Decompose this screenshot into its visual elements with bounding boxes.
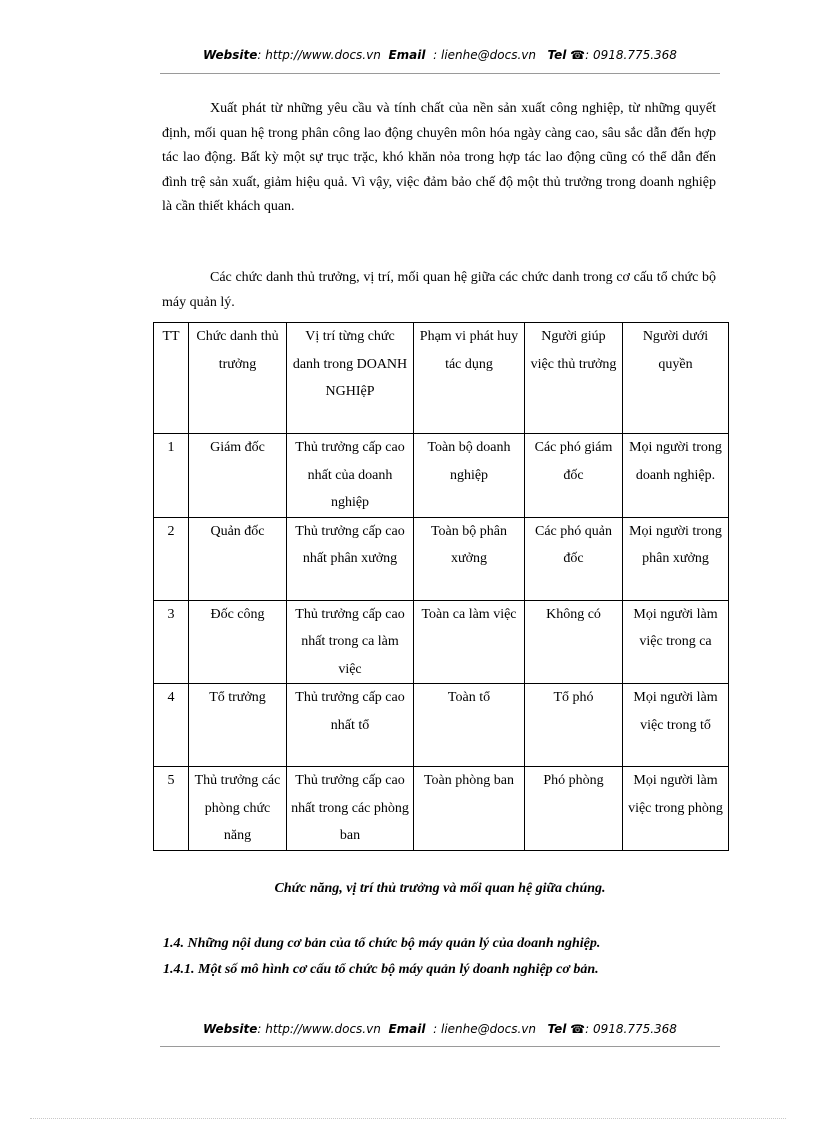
table-cell: 5 (154, 767, 189, 851)
page-header (160, 48, 720, 62)
table-cell: Thủ trưởng cấp cao nhất trong các phòng ban (287, 767, 414, 851)
table-cell: 4 (154, 684, 189, 767)
email-value: : lienhe@docs.vn (433, 48, 536, 62)
table-cell: 2 (154, 517, 189, 600)
table-intro-paragraph: Các chức danh thủ trưởng, vị trí, mối quan hệ giữa các chức danh trong cơ cấu tổ chức bộ máy quản lý. (162, 270, 716, 310)
table-cell: Thủ trưởng cấp cao nhất của doanh nghiệp (287, 434, 414, 518)
table-cell: Mọi người trong doanh nghiệp. (623, 434, 729, 518)
tel-label: Tel (547, 48, 567, 62)
email-label: Email (388, 48, 426, 62)
table-cell: Tổ phó (525, 684, 623, 767)
table-cell: Tổ trưởng (189, 684, 287, 767)
table-cell: Mọi người trong phân xưởng (623, 517, 729, 600)
table-cell: 3 (154, 600, 189, 684)
page-footer (160, 1022, 720, 1036)
table-cell: Thủ trưởng cấp cao nhất phân xưởng (287, 517, 414, 600)
phone-icon: ☎ (570, 1022, 586, 1036)
table-cell: Thủ trưởng cấp cao nhất trong ca làm việc (287, 600, 414, 684)
table-cell: Thủ trưởng cấp cao nhất tổ (287, 684, 414, 767)
phone-icon: ☎ (570, 48, 586, 62)
table-row (154, 684, 729, 767)
website-url: : http://www.docs.vn (257, 48, 381, 62)
table-cell: Toàn bộ doanh nghiệp (414, 434, 525, 518)
table-cell: Quản đốc (189, 517, 287, 600)
table-cell: Không có (525, 600, 623, 684)
table-cell: Toàn tổ (414, 684, 525, 767)
intro-paragraph: Xuất phát từ những yêu cầu và tính chất của nền sản xuất công nghiệp, từ những quyết định, mối quan hệ trong phân công lao động chuyên môn hóa ngày càng cao, sâu sắc dẫn đến hợp tác lao động. Bất kỳ một sự trục trặc, khó khăn nỏa trong hợp tác lao động cũng có thể dẫn đến đình trệ sản xuất, giảm hiệu quả. Vì vậy, việc đảm bảo chế độ một thủ trưởng trong doanh nghiệp là cần thiết khách quan. (162, 101, 716, 214)
table-cell: Đốc công (189, 600, 287, 684)
table-header-row (154, 323, 729, 434)
table-cell: Mọi người làm việc trong phòng (623, 767, 729, 851)
header-divider (160, 73, 720, 74)
table-cell: 1 (154, 434, 189, 518)
email-label: Email (388, 1022, 426, 1036)
website-label: Website (203, 1022, 258, 1036)
tel-value: : 0918.775.368 (585, 48, 677, 62)
header-cell-subordinates: Người dưới quyền (623, 323, 729, 434)
subsection-heading: 1.4.1. Một số mô hình cơ cấu tổ chức bộ máy quản lý doanh nghiệp cơ bản. (163, 962, 599, 977)
header-cell-title: Chức danh thủ trưởng (189, 323, 287, 434)
table-cell: Các phó giám đốc (525, 434, 623, 518)
table-row (154, 767, 729, 851)
table-cell: Toàn phòng ban (414, 767, 525, 851)
header-cell-scope: Phạm vi phát huy tác dụng (414, 323, 525, 434)
leadership-table (153, 322, 729, 851)
section-heading: 1.4. Những nội dung cơ bản của tổ chức bộ máy quản lý của doanh nghiệp. (163, 936, 601, 951)
table-cell: Mọi người làm việc trong tổ (623, 684, 729, 767)
header-cell-tt: TT (154, 323, 189, 434)
page-edge-divider (30, 1118, 786, 1119)
email-value: : lienhe@docs.vn (433, 1022, 536, 1036)
table-row (154, 600, 729, 684)
tel-value: : 0918.775.368 (585, 1022, 677, 1036)
table-cell: Thủ trưởng các phòng chức năng (189, 767, 287, 851)
table-cell: Mọi người làm việc trong ca (623, 600, 729, 684)
footer-divider (160, 1046, 720, 1047)
header-cell-position: Vị trí từng chức danh trong DOANH NGHIệP (287, 323, 414, 434)
header-cell-assistant: Người giúp việc thủ trưởng (525, 323, 623, 434)
table-row (154, 434, 729, 518)
table-cell: Giám đốc (189, 434, 287, 518)
table-caption: Chức năng, vị trí thủ trưởng và mối quan hệ giữa chúng. (274, 881, 606, 896)
table-cell: Phó phòng (525, 767, 623, 851)
table-row (154, 517, 729, 600)
table-cell: Các phó quản đốc (525, 517, 623, 600)
website-url: : http://www.docs.vn (257, 1022, 381, 1036)
table-cell: Toàn bộ phân xưởng (414, 517, 525, 600)
tel-label: Tel (547, 1022, 567, 1036)
table-cell: Toàn ca làm việc (414, 600, 525, 684)
website-label: Website (203, 48, 258, 62)
